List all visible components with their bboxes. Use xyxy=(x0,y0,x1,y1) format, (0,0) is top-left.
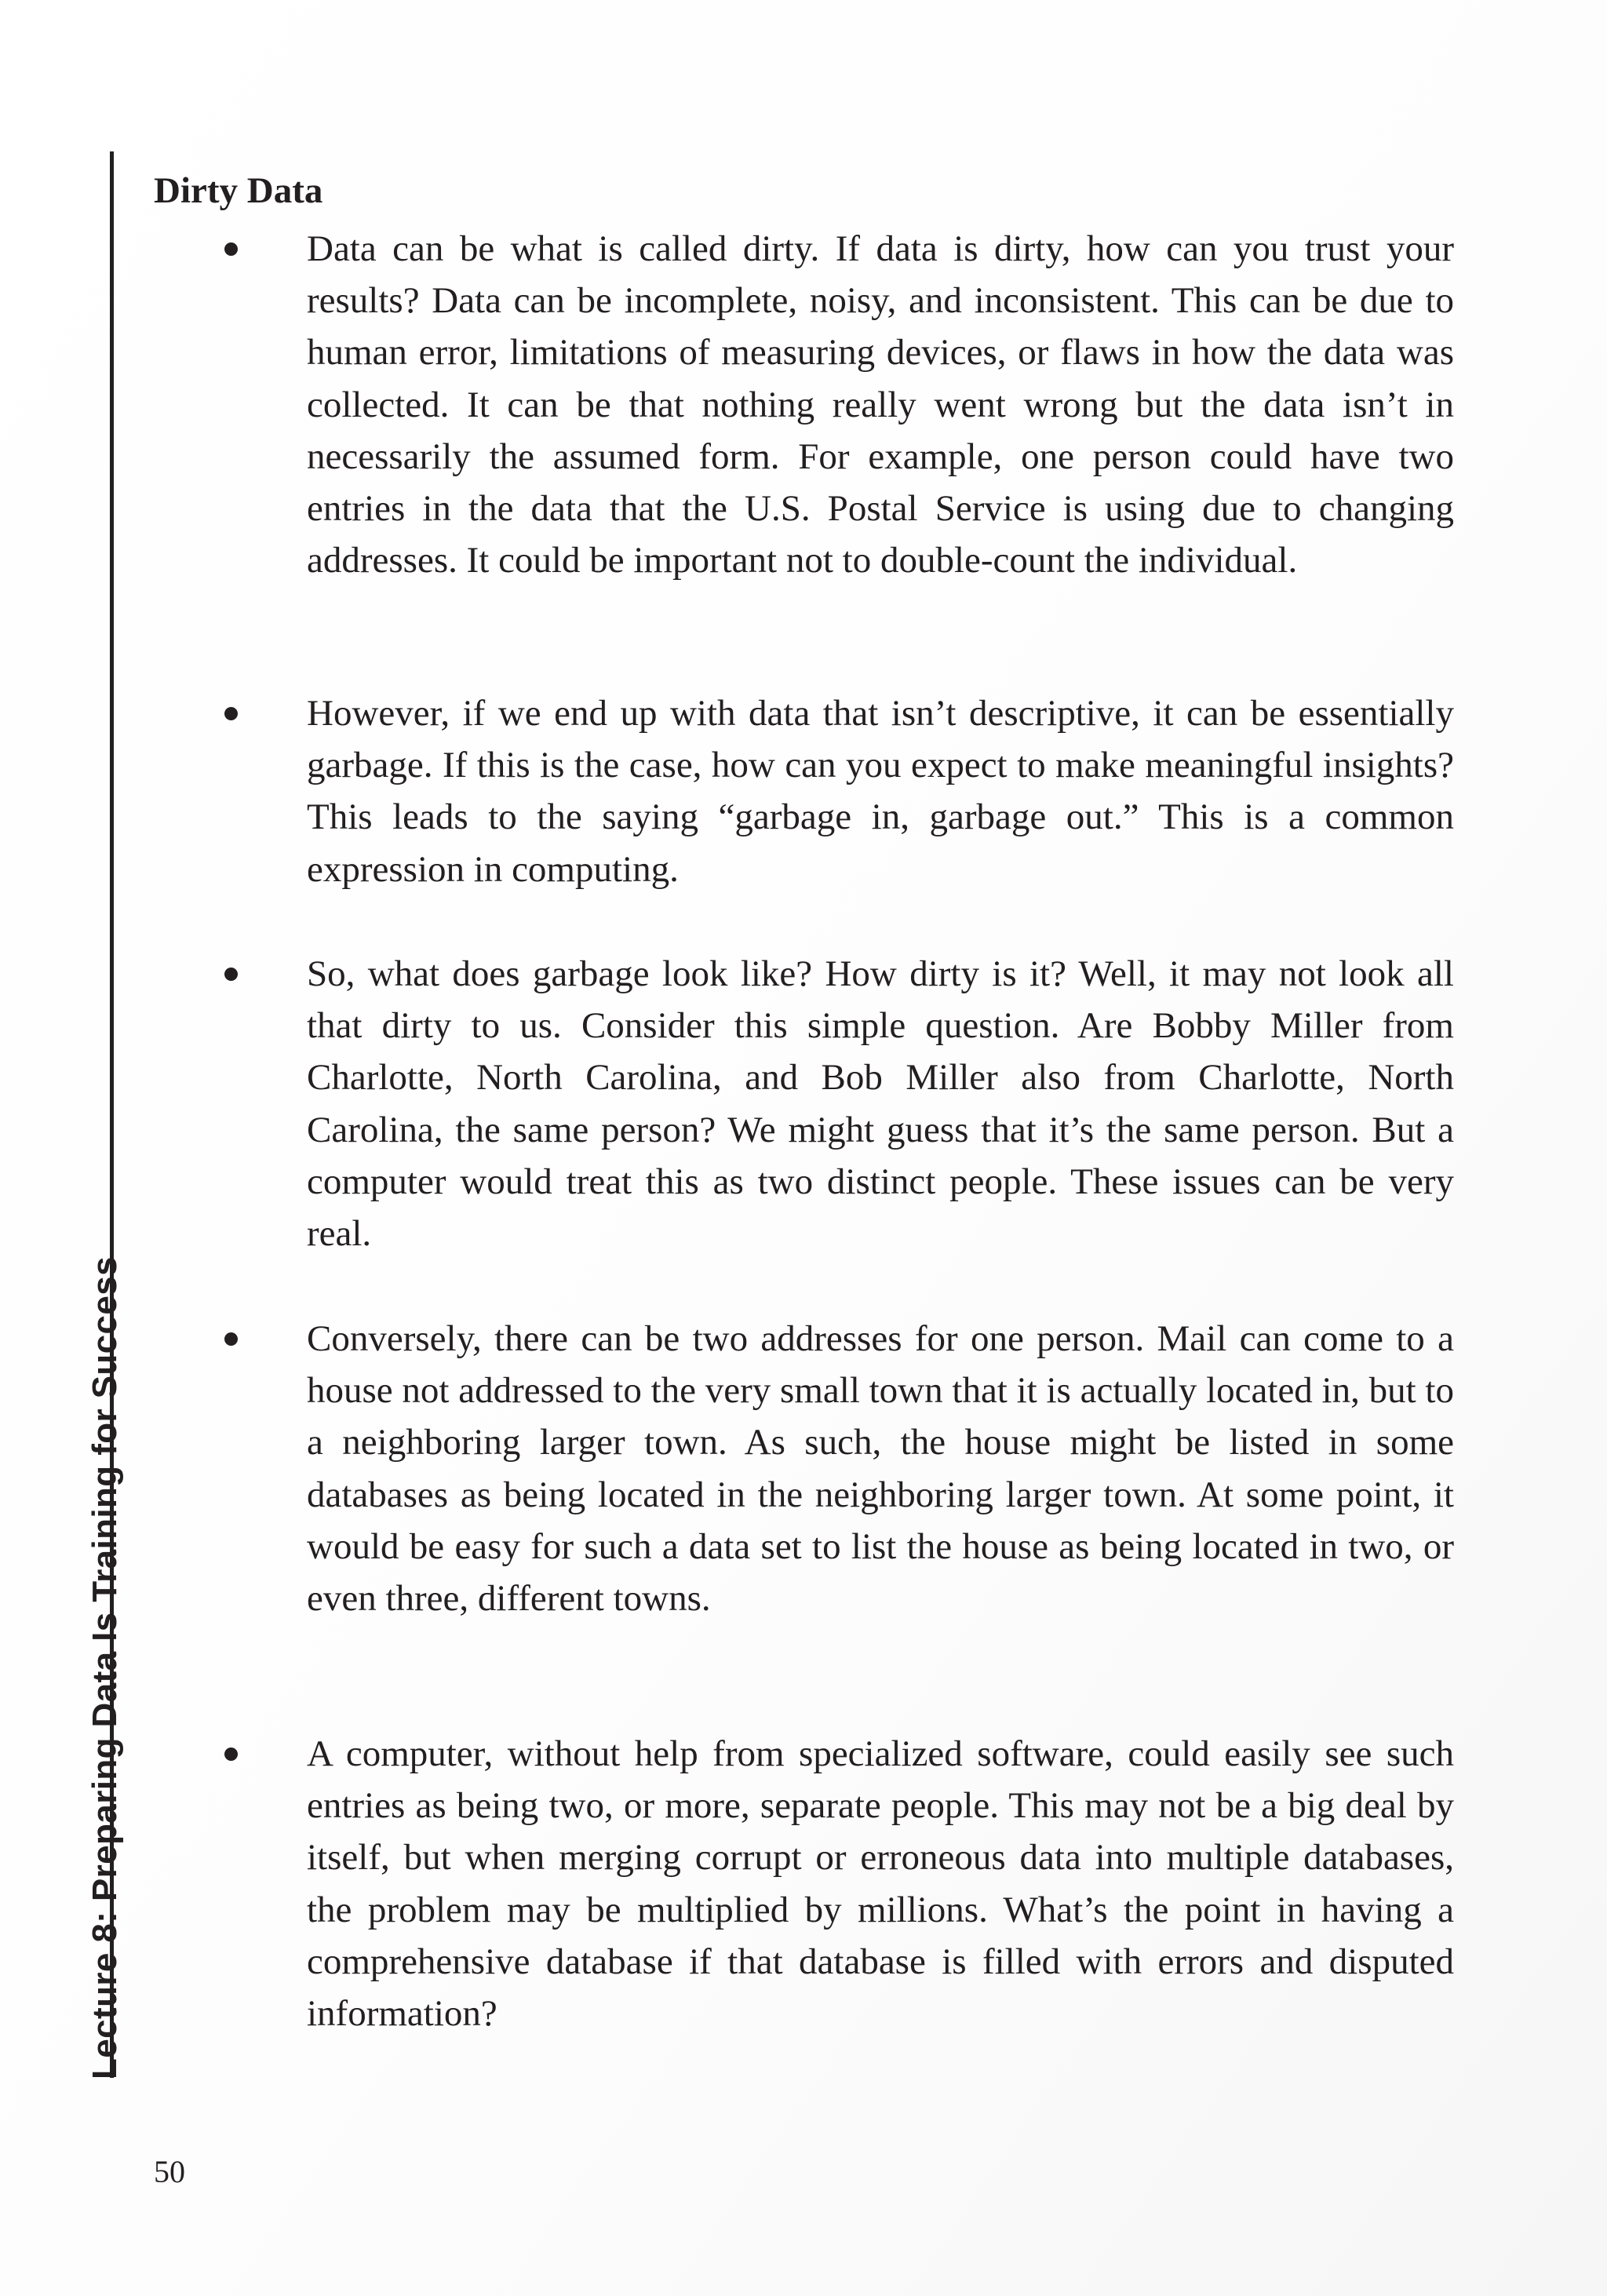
bullet-icon xyxy=(224,1728,240,1780)
bullet-text: Conversely, there can be two addresses for one person. Mail can come to a house not addressed to the very small town that it is actually located in, but to a neighboring larger town. As such, the house might be listed in some databases as being located in the neighboring larger town. At some point, it would be easy for such a data set to list the house as being located in two, or even three, different towns. xyxy=(307,1318,1454,1620)
bullet-text: However, if we end up with data that isn’t descriptive, it can be essentially garbage. If this is the case, how can you expect to make meaningful insights? This leads to the saying “garbage in, garbage out.” This is a common expression in computing. xyxy=(307,693,1454,890)
running-head: Lecture 8: Preparing Data Is Training for Success xyxy=(86,1256,124,2079)
bullet-text: So, what does garbage look like? How dirty is it? Well, it may not look all that dirty to us. Consider this simple question. Are Bobby Miller from Charlotte, North Carolina, and Bob Miller also from Charlotte, North Carolina, the same person? We might guess that it’s the same person. But a computer would treat this as two distinct people. These issues can be very real. xyxy=(307,953,1454,1255)
bullet-text: A computer, without help from specialized software, could easily see such entries as being two, or more, separate people. This may not be a big deal by itself, but when merging corrupt or erroneous data into multiple databases, the problem may be multiplied by millions. What’s the point in having a comprehensive database if that database is filled with errors and disputed information? xyxy=(307,1733,1454,2035)
bullet-icon xyxy=(224,223,240,275)
bullet-text: Data can be what is called dirty. If data is dirty, how can you trust your results? Data can be incomplete, noisy, and inconsistent. This can be due to human error, limitations of measuring devices, or flaws in how the data was collected. It can be that nothing really went wrong but the data isn’t in necessarily the assumed form. For example, one person could have two entries in the data that the U.S. Postal Service is using due to changing addresses. It could be important not to double-count the individual. xyxy=(307,228,1454,581)
page-number: 50 xyxy=(154,2154,185,2189)
bullet-icon xyxy=(224,948,240,1000)
bullet-icon xyxy=(224,1313,240,1365)
bullet-icon xyxy=(224,687,240,739)
section-heading: Dirty Data xyxy=(154,170,323,211)
